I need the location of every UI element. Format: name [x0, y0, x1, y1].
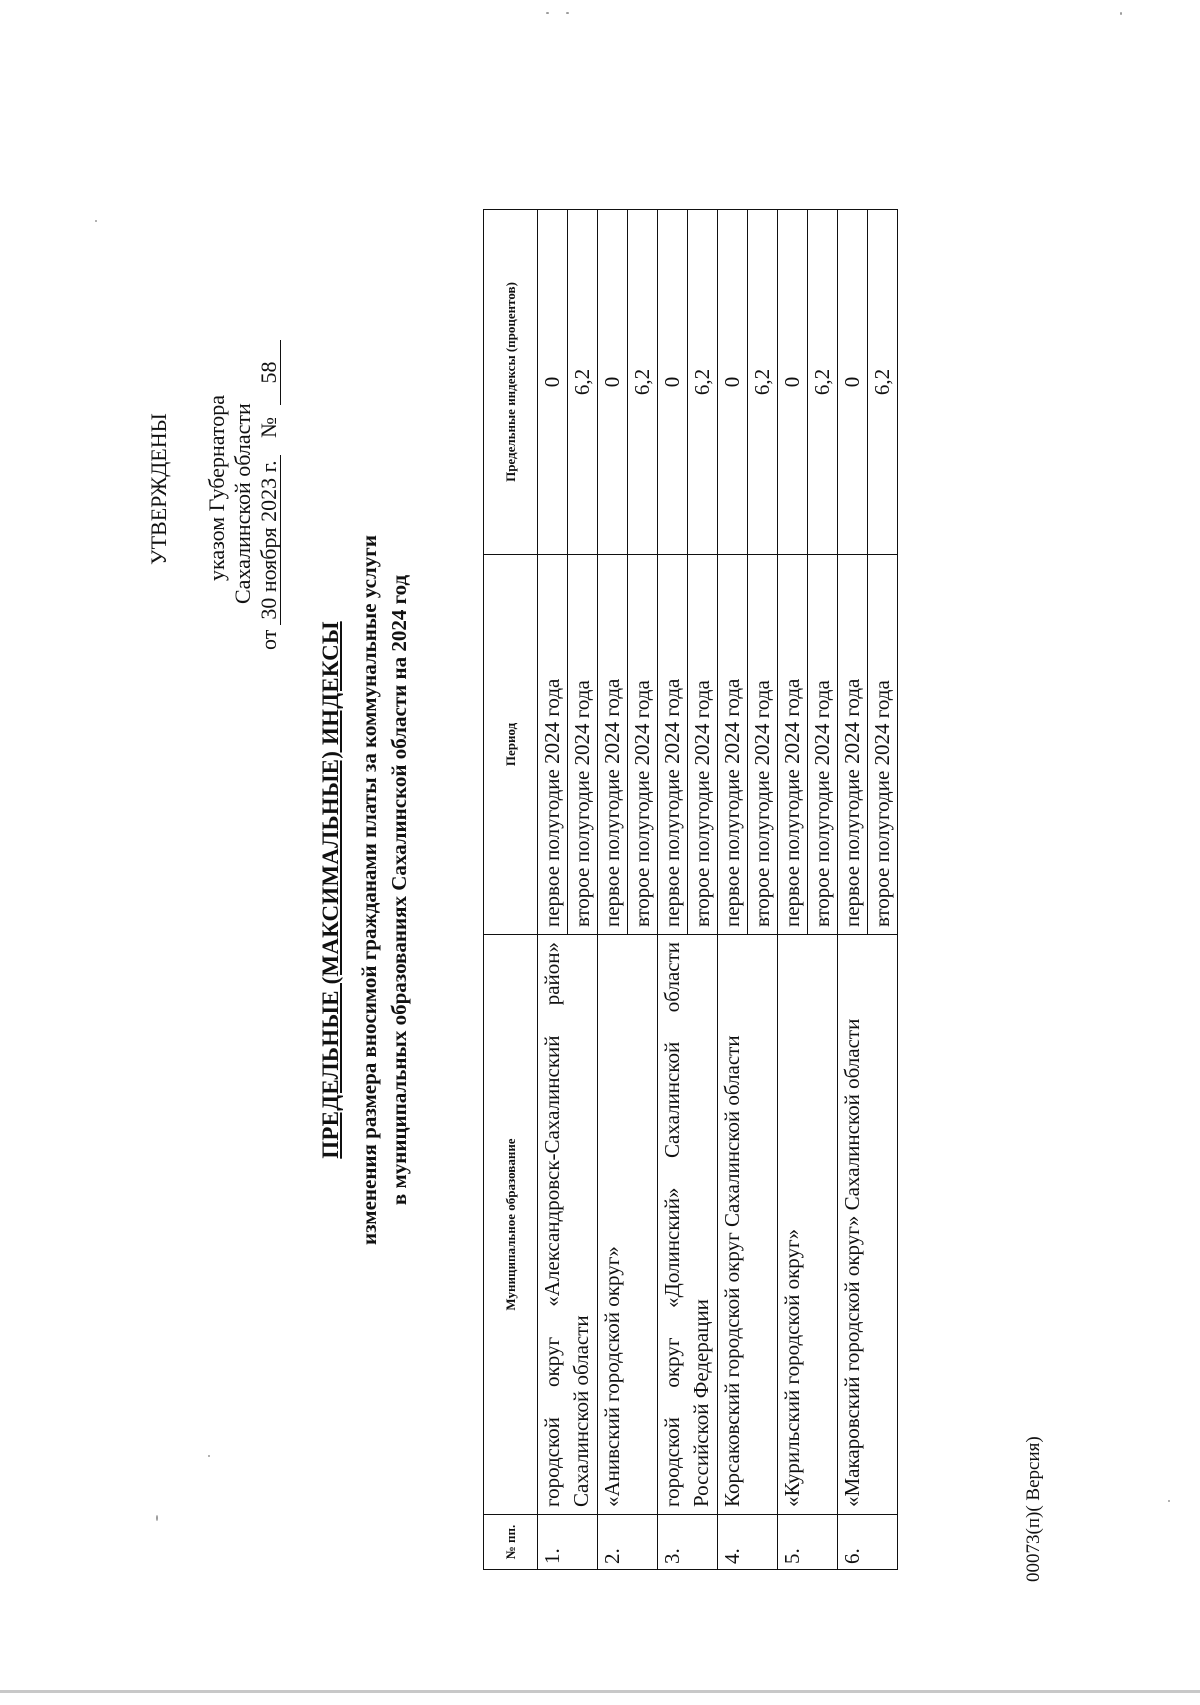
document-title: ПРЕДЕЛЬНЫЕ (МАКСИМАЛЬНЫЕ) ИНДЕКСЫ — [318, 621, 343, 1159]
row-index-first: 0 — [718, 210, 748, 555]
row-index-first: 0 — [658, 210, 688, 555]
table-row — [538, 210, 568, 1570]
row-index-second: 6,2 — [808, 210, 838, 555]
row-index-second: 6,2 — [868, 210, 898, 555]
row-period-second: второе полугодие 2024 года — [568, 555, 598, 935]
row-period-first: первое полугодие 2024 года — [718, 555, 748, 935]
row-period-first: первое полугодие 2024 года — [658, 555, 688, 935]
indices-table — [483, 209, 898, 1570]
header-period: Период — [484, 555, 538, 935]
row-period-second: второе полугодие 2024 года — [628, 555, 658, 935]
approval-date: 30 ноября 2023 г. — [258, 455, 281, 625]
row-period-first: первое полугодие 2024 года — [538, 555, 568, 935]
row-period-first: первое полугодие 2024 года — [838, 555, 868, 935]
row-period-second: второе полугодие 2024 года — [808, 555, 838, 935]
scan-speck — [1120, 12, 1122, 15]
table-row — [838, 210, 868, 1570]
header-municipality: Муниципальное образование — [484, 935, 538, 1515]
row-municipality: Корсаковский городской округ Сахалинской области — [718, 935, 778, 1515]
approval-region: Сахалинской области — [230, 403, 255, 604]
row-index-second: 6,2 — [748, 210, 778, 555]
scan-speck — [566, 12, 569, 14]
row-municipality: «Макаровский городской округ» Сахалинской области — [838, 935, 898, 1515]
row-index-first: 0 — [778, 210, 808, 555]
scan-edge — [0, 1690, 1200, 1693]
table-row — [658, 210, 688, 1570]
row-number: 6. — [838, 1515, 898, 1570]
row-index-first: 0 — [538, 210, 568, 555]
row-period-first: первое полугодие 2024 года — [778, 555, 808, 935]
row-number: 3. — [658, 1515, 718, 1570]
scan-speck — [546, 12, 549, 14]
approval-number-sign: № — [256, 417, 281, 438]
row-index-second: 6,2 — [688, 210, 718, 555]
approval-heading: УТВЕРЖДЕНЫ — [146, 413, 171, 565]
approval-from-label: от — [256, 629, 281, 650]
approval-date-row — [258, 340, 286, 650]
table-header-row — [484, 210, 538, 1570]
header-number: № пп. — [484, 1515, 538, 1570]
row-index-first: 0 — [838, 210, 868, 555]
approval-issuer: указом Губернатора — [204, 394, 229, 581]
row-number: 4. — [718, 1515, 778, 1570]
table-row — [718, 210, 748, 1570]
row-period-second: второе полугодие 2024 года — [688, 555, 718, 935]
scan-speck — [1168, 1500, 1170, 1502]
document-subtitle-line-1: изменения размера вносимой гражданами платы за коммунальные услуги — [357, 535, 381, 1245]
row-index-second: 6,2 — [628, 210, 658, 555]
rotated-document-page — [68, 100, 1068, 1580]
row-number: 5. — [778, 1515, 838, 1570]
row-period-second: второе полугодие 2024 года — [868, 555, 898, 935]
row-period-first: первое полугодие 2024 года — [598, 555, 628, 935]
table-row — [598, 210, 628, 1570]
row-period-second: второе полугодие 2024 года — [748, 555, 778, 935]
row-municipality: «Курильский городской округ» — [778, 935, 838, 1515]
row-number: 1. — [538, 1515, 598, 1570]
row-municipality: городской округ «Александровск-Сахалинский район» Сахалинской области — [538, 935, 598, 1515]
header-index: Предельные индексы (процентов) — [484, 210, 538, 555]
row-municipality: «Анивский городской округ» — [598, 935, 658, 1515]
row-number: 2. — [598, 1515, 658, 1570]
row-index-first: 0 — [598, 210, 628, 555]
table-row — [778, 210, 808, 1570]
document-version-code: 00073(п)( Версия) — [1023, 1436, 1044, 1582]
row-index-second: 6,2 — [568, 210, 598, 555]
row-municipality: городской округ «Долинский» Сахалинской области Российской Федерации — [658, 935, 718, 1515]
document-subtitle-line-2: в муниципальных образованиях Сахалинской области на 2024 год — [387, 574, 411, 1206]
document-heading — [318, 320, 414, 1460]
approval-number: 58 — [258, 340, 281, 405]
